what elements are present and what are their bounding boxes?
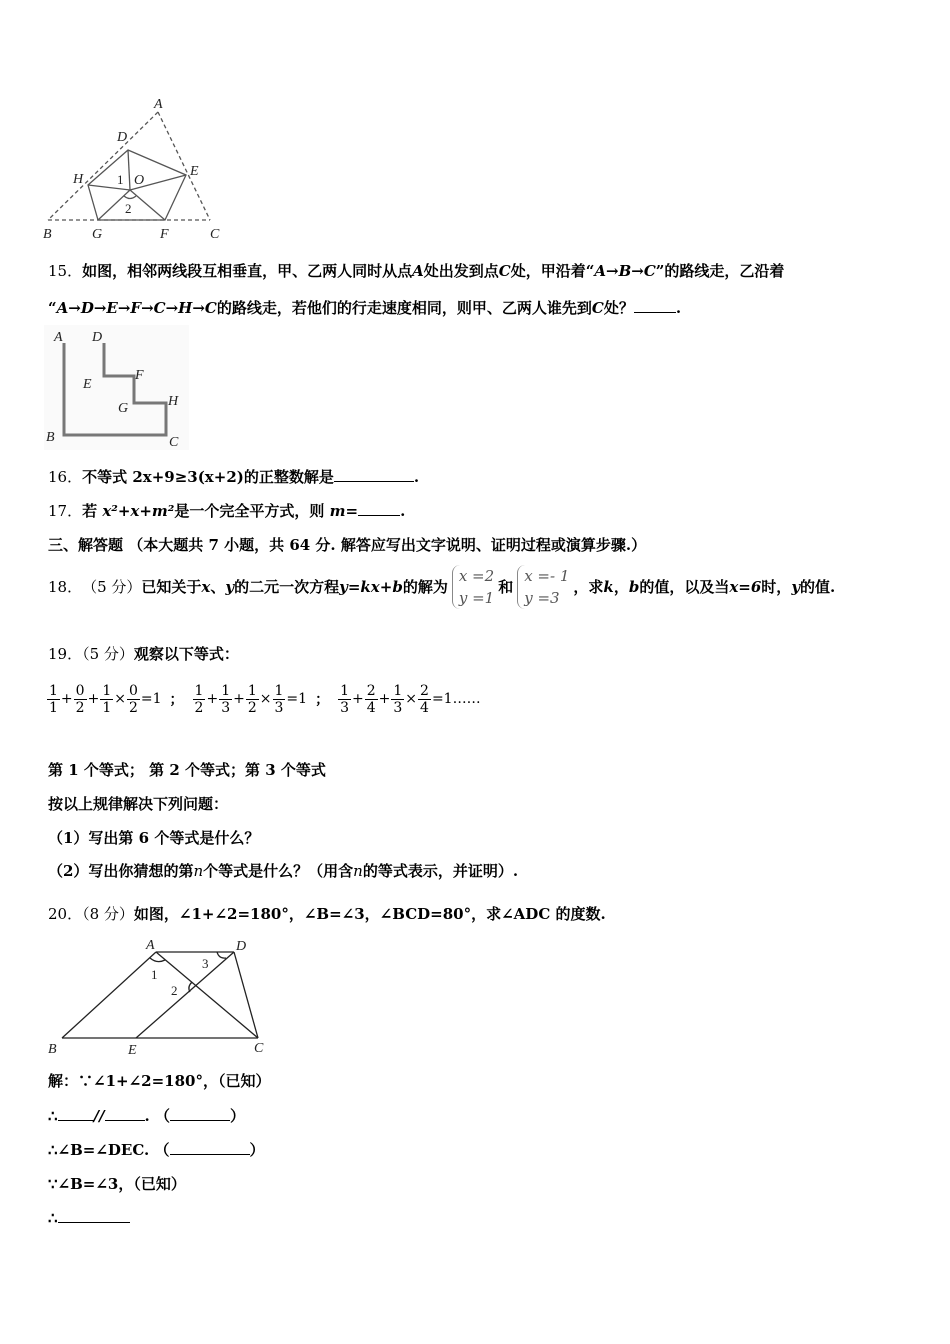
fig15-label-E: E <box>83 377 92 392</box>
q19-eq-1: $\frac{1}{1}$ + $\frac{0}{2}$ + $\frac{1}{1}$ × $\frac{0}{2}$ =1 <box>49 682 162 716</box>
figure-q15 <box>44 325 189 450</box>
fig15-label-F: F <box>135 368 144 383</box>
q19-header: 19．（5 分）观察以下等式： <box>48 645 239 663</box>
solution-blank-line-1[interactable] <box>58 1106 94 1121</box>
fig20-label-C: C <box>254 1041 264 1056</box>
fig20-label-1: 1 <box>151 967 158 982</box>
fig15-label-B: B <box>46 430 55 445</box>
fig14-label-H: H <box>73 172 84 187</box>
fig14-label-B: B <box>43 227 52 242</box>
fig15-label-A: A <box>54 330 63 345</box>
fig15-label-D: D <box>92 330 103 345</box>
fig20-label-A: A <box>146 938 155 953</box>
fig14-label-F: F <box>160 227 169 242</box>
fig14-label-D: D <box>117 130 128 145</box>
fig14-label-E: E <box>190 164 199 179</box>
solution-line5: ∴ <box>48 1208 130 1228</box>
solution-line1: 解：∵∠1+∠2=180°，（已知） <box>48 1072 271 1090</box>
fig14-label-A: A <box>154 97 163 112</box>
fig20-label-B: B <box>48 1042 57 1057</box>
solution-blank-line-2[interactable] <box>105 1106 145 1121</box>
q17-answer-blank[interactable] <box>358 501 400 516</box>
q15-line1: 15．如图，相邻两线段互相垂直，甲、乙两人同时从点A处出发到点C处，甲沿着“A→B→C”的路线走，乙沿着 <box>48 262 785 280</box>
solution-line4: ∵∠B=∠3，（已知） <box>48 1175 186 1193</box>
fig14-label-2: 2 <box>125 201 132 216</box>
q19-part1: （1）写出第 6 个等式是什么？ <box>48 829 260 847</box>
fig20-label-D: D <box>236 939 247 954</box>
q18-system-1: x =2 y =1 <box>452 565 494 609</box>
fig14-label-1: 1 <box>117 172 124 187</box>
fig14-label-O: O <box>134 173 145 188</box>
q18: 18． （5 分） 已知关于 x 、 y 的二元一次方程 y=kx+b 的解为 x =2 y =1 和 x =- 1 y =3 ，求 k ， b 的值，以及当 x=6 时， y 的值. <box>48 567 836 607</box>
q20: 20．（8 分）如图，∠1+∠2=180°，∠B=∠3，∠BCD=80°，求∠ADC 的度数. <box>48 905 606 923</box>
q19-eq-3: $\frac{1}{3}$ + $\frac{2}{4}$ + $\frac{1}{3}$ × $\frac{2}{4}$ =1…… <box>340 682 481 716</box>
solution-blank-conclusion[interactable] <box>58 1208 130 1223</box>
q18-system-2: x =- 1 y =3 <box>517 565 569 609</box>
fig14-label-G: G <box>92 227 103 242</box>
q19-part2: （2）写出你猜想的第n个等式是什么？（用含n的等式表示，并证明）. <box>48 862 519 880</box>
figure-q20 <box>44 935 274 1060</box>
fig15-label-H: H <box>168 394 179 409</box>
solution-blank-reason-1[interactable] <box>170 1106 230 1121</box>
q16-answer-blank[interactable] <box>334 467 414 482</box>
q16: 16．不等式 2x+9≥3(x+2)的正整数解是 . <box>48 468 420 486</box>
q17: 17．若 x²+x+m²是一个完全平方式，则 m= . <box>48 502 406 520</box>
solution-line2: ∴ // . （ ） <box>48 1107 245 1125</box>
q19-equations: $\frac{1}{1}$ + $\frac{0}{2}$ + $\frac{1}{1}$ × $\frac{0}{2}$ =1 ； $\frac{1}{2}$ + $\frac{1}{3}$ + $\frac{1}{2}$ × $\frac{1}{3}$ =1 ； $\frac{1}{3}$ + $\frac{2}{4}$ + $\frac{1}{3}$ × $\frac{2}{4}$ =1…… <box>46 676 481 722</box>
fig20-label-2: 2 <box>171 983 178 998</box>
fig14-label-C: C <box>210 227 220 242</box>
q15-answer-blank[interactable] <box>634 298 676 313</box>
figure-q14 <box>40 95 240 245</box>
solution-line3: ∴∠B=∠DEC. （ ） <box>48 1141 265 1159</box>
q19-labels: 第 1 个等式； 第 2 个等式；第 3 个等式 <box>48 761 326 779</box>
q19-eq-2: $\frac{1}{2}$ + $\frac{1}{3}$ + $\frac{1}{2}$ × $\frac{1}{3}$ =1 <box>194 682 308 716</box>
fig15-label-C: C <box>169 435 179 450</box>
fig20-label-E: E <box>128 1043 137 1058</box>
q15-line2: “A→D→E→F→C→H→C的路线走，若他们的行走速度相同，则甲、乙两人谁先到C处？ . <box>48 299 682 317</box>
solution-blank-reason-2[interactable] <box>170 1140 250 1155</box>
q19-rule: 按以上规律解决下列问题： <box>48 795 229 813</box>
fig15-label-G: G <box>118 401 129 416</box>
fig20-label-3: 3 <box>202 956 209 971</box>
section3-title: 三、解答题 （本大题共 7 小题，共 64 分. 解答应写出文字说明、证明过程或演算步骤.） <box>48 536 647 554</box>
